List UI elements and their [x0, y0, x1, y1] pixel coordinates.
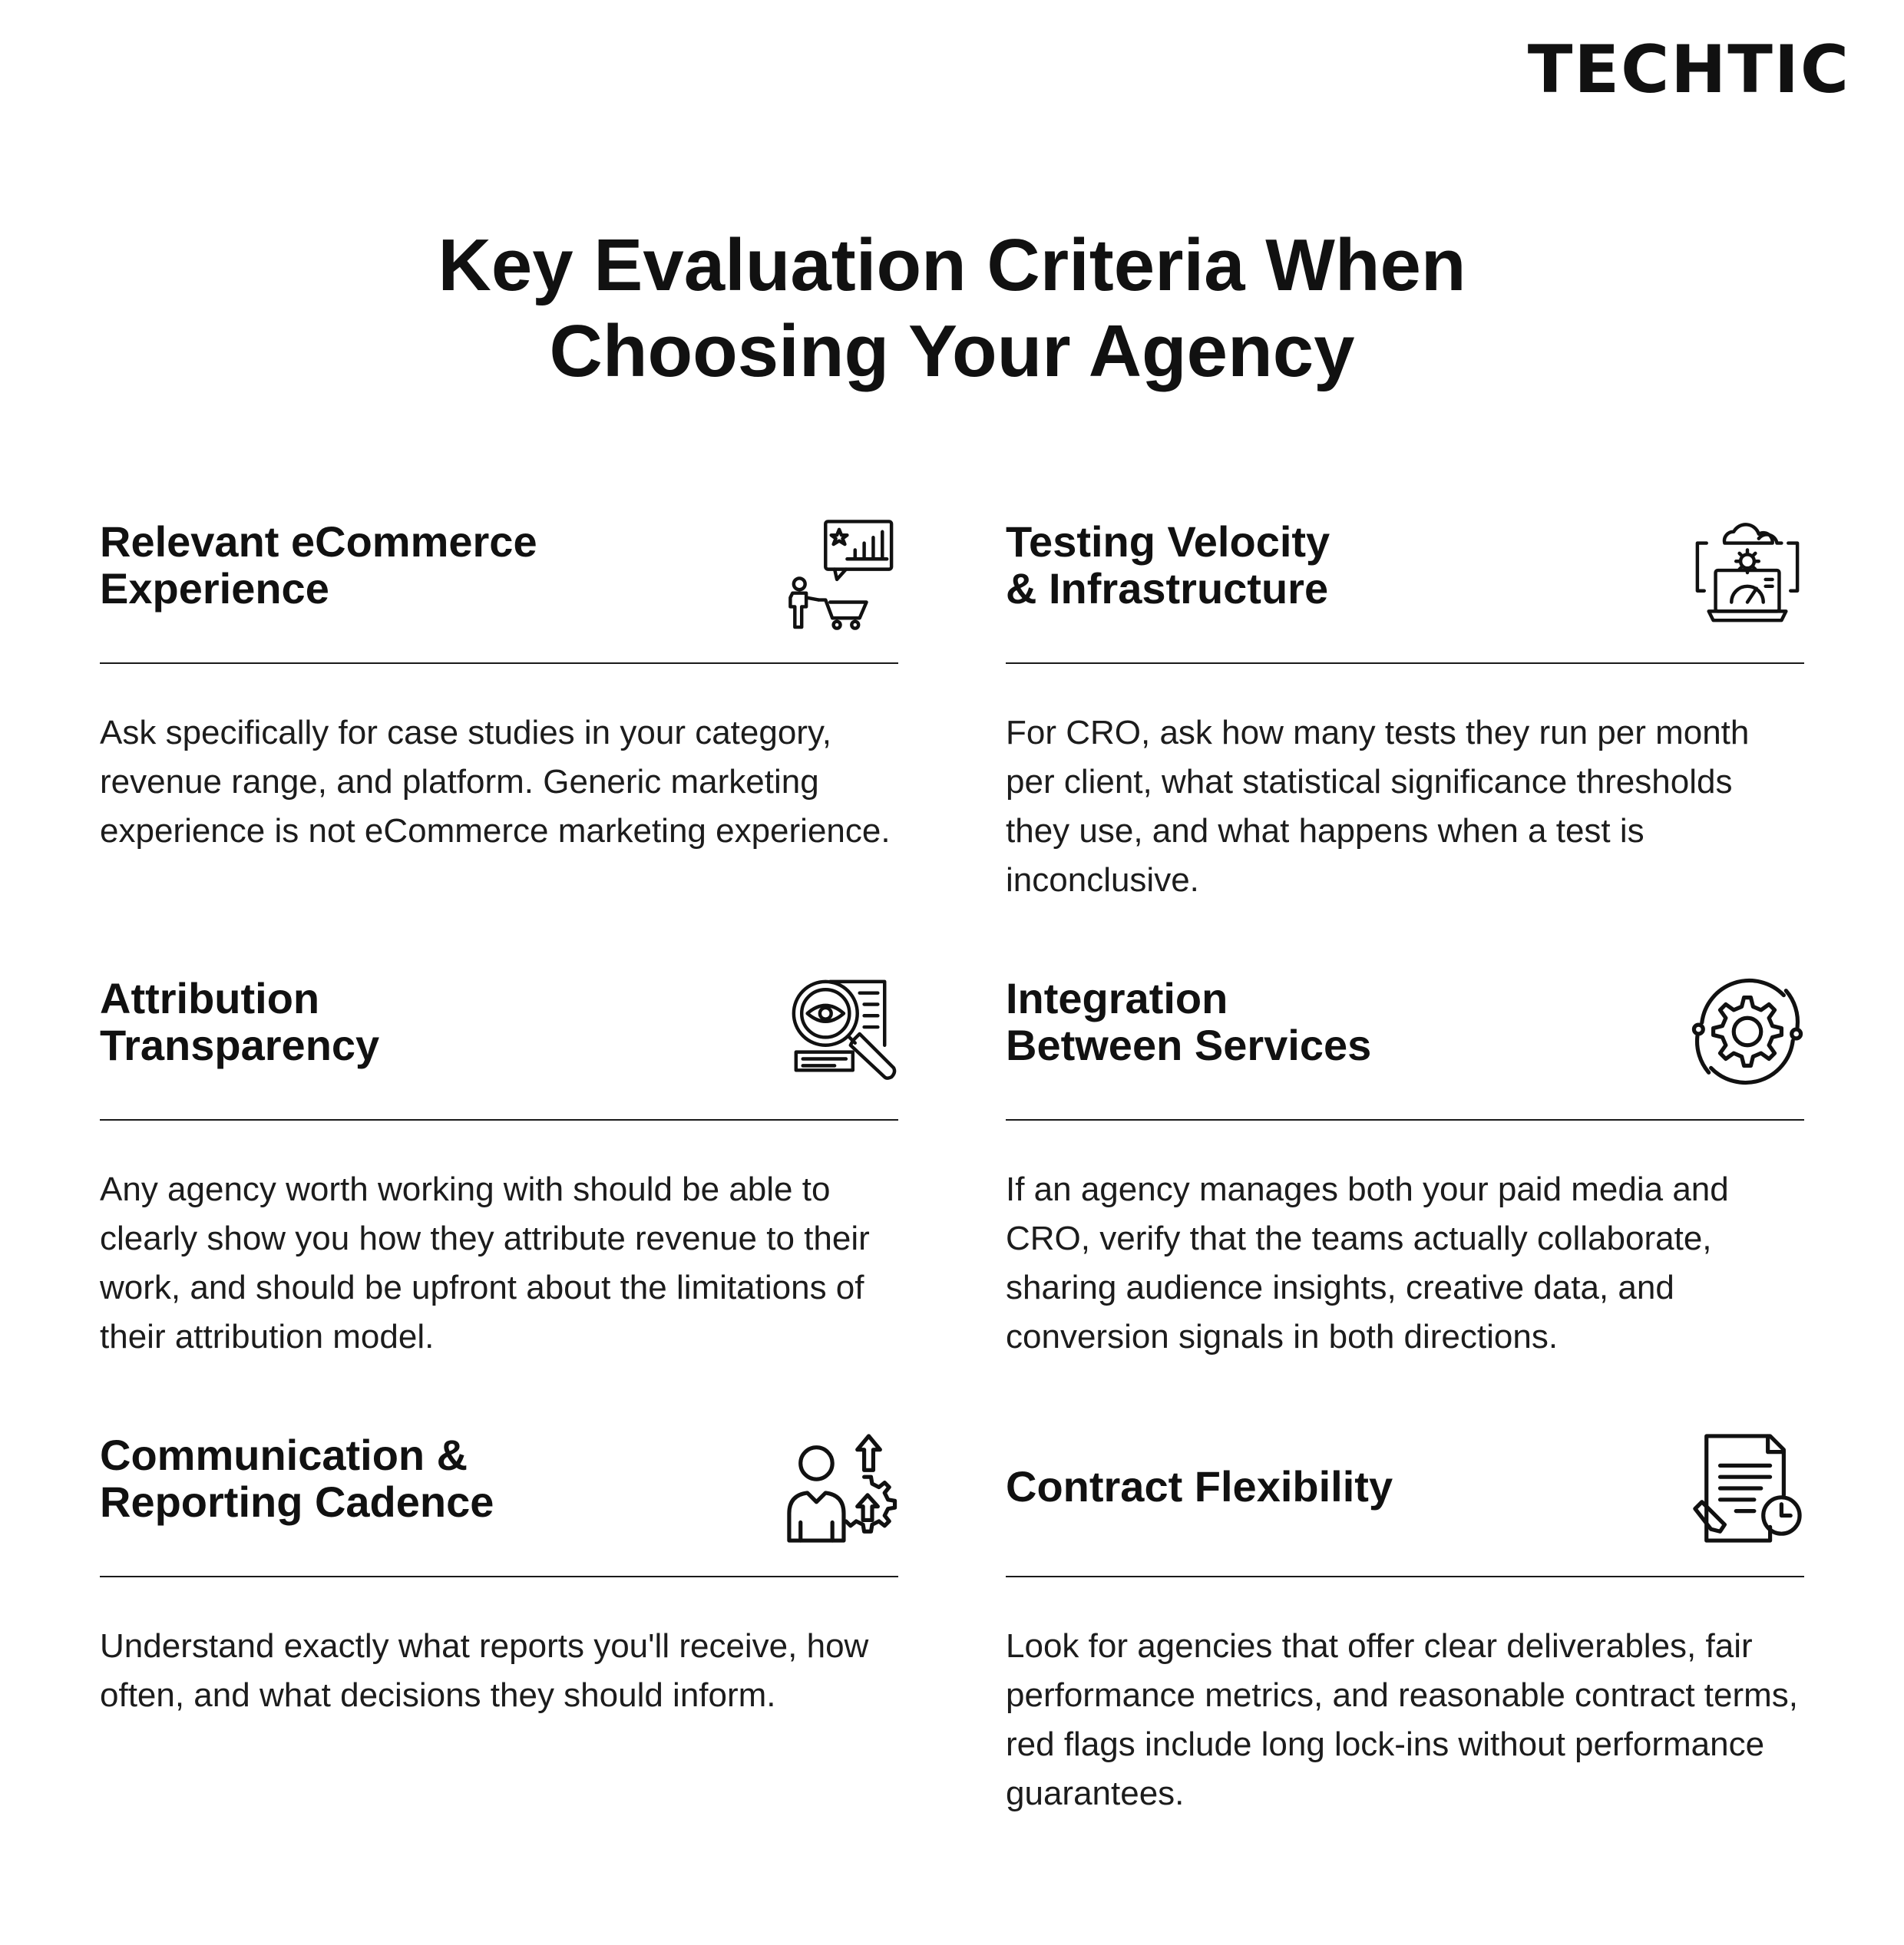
criteria-card-attribution-transparency [100, 975, 898, 1405]
page-title [0, 223, 1904, 395]
card-description: If an agency manages both your paid media and CRO, verify that the teams actually collaborate, sharing audience insights, creative data, and conversion signals in both directions. [1006, 1171, 1729, 1356]
card-header [100, 975, 898, 1121]
card-header [100, 518, 898, 664]
card-title-line-2: Transparency [100, 1021, 380, 1069]
card-title [100, 1432, 729, 1525]
card-title [1006, 518, 1635, 612]
criteria-card-contract-flexibility [1006, 1432, 1804, 1861]
card-header [100, 1432, 898, 1577]
card-title-line-1: Testing Velocity [1006, 517, 1330, 566]
card-description: Understand exactly what reports you'll receive, how often, and what decisions they should inform. [100, 1627, 869, 1714]
divider [100, 662, 898, 664]
card-title-line-2: Experience [100, 564, 329, 613]
card-title-line-2: Reporting Cadence [100, 1478, 494, 1526]
criteria-card-testing-velocity [1006, 518, 1804, 948]
card-title-line-1: Relevant eCommerce [100, 517, 537, 566]
cloud-laptop-gear-icon [1691, 518, 1804, 632]
card-title-line-2: & Infrastructure [1006, 564, 1329, 613]
card-title-line-1: Integration [1006, 974, 1228, 1022]
person-gear-growth-icon [785, 1432, 898, 1545]
card-title [1006, 975, 1635, 1068]
card-title [100, 518, 729, 612]
contract-clock-icon [1691, 1432, 1804, 1545]
ecommerce-shopper-icon [785, 518, 898, 632]
criteria-card-integration-services [1006, 975, 1804, 1405]
card-title-line-1: Contract Flexibility [1006, 1462, 1393, 1511]
divider [1006, 1576, 1804, 1577]
card-description: Ask specifically for case studies in your category, revenue range, and platform. Generic marketing experience is not eCommerce marketing experience. [100, 714, 891, 850]
card-title-line-2: Between Services [1006, 1021, 1372, 1069]
gear-orbit-icon [1691, 975, 1804, 1088]
card-header [1006, 975, 1804, 1121]
magnifier-eye-document-icon [785, 975, 898, 1088]
card-header [1006, 518, 1804, 664]
card-title [1006, 1463, 1635, 1510]
card-title-line-1: Communication & [100, 1431, 468, 1479]
criteria-card-communication-reporting [100, 1432, 898, 1861]
card-description: Any agency worth working with should be able to clearly show you how they attribute revenue to their work, and should be upfront about the limitations of their attribution model. [100, 1171, 870, 1356]
page-title-line-1: Key Evaluation Criteria When [438, 224, 1466, 306]
card-header [1006, 1432, 1804, 1577]
divider [100, 1119, 898, 1121]
card-title [100, 975, 729, 1068]
card-title-line-1: Attribution [100, 974, 320, 1022]
divider [1006, 1119, 1804, 1121]
page-title-line-2: Choosing Your Agency [549, 310, 1355, 392]
card-description: For CRO, ask how many tests they run per month per client, what statistical significance thresholds they use, and what happens when a test is inconclusive. [1006, 714, 1750, 899]
card-description: Look for agencies that offer clear deliverables, fair performance metrics, and reasonable contract terms, red flags include long lock-ins without performance guarantees. [1006, 1627, 1799, 1812]
techtic-logo: TECHTIC [1527, 31, 1850, 108]
divider [1006, 662, 1804, 664]
divider [100, 1576, 898, 1577]
criteria-card-ecommerce-experience [100, 518, 898, 948]
